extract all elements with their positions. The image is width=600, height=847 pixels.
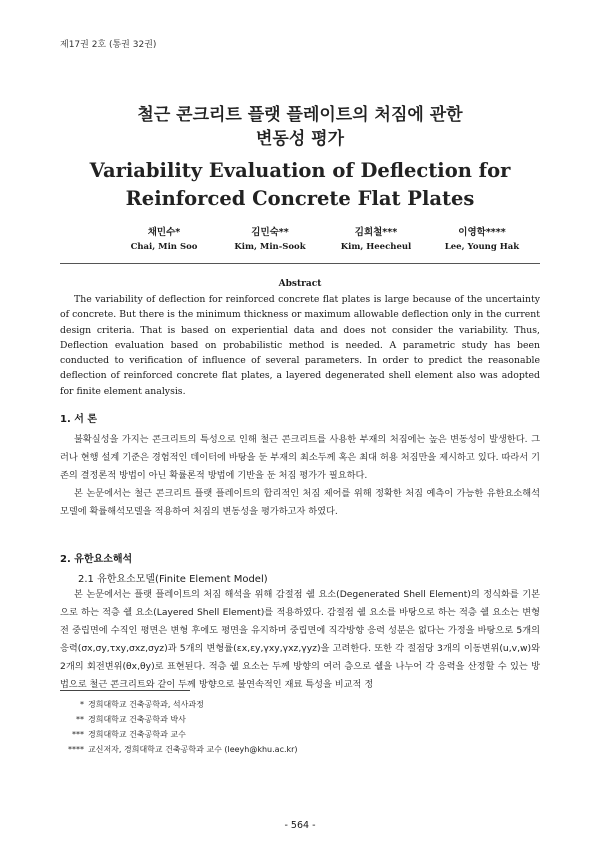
fem-body [60, 586, 540, 694]
footnote-item [60, 742, 298, 757]
author-name-ko: 채민수* [147, 227, 181, 238]
footnote-text: 경희대학교 건축공학과 교수 [88, 730, 186, 739]
author-4 [412, 224, 552, 252]
footnote-item [60, 712, 298, 727]
journal-header: 제17권 2호 (통권 32권) [60, 40, 157, 50]
paragraph: 불확실성을 가지는 콘크리트의 특성으로 인해 철근 콘크리트를 사용한 부재의 처짐에는 높은 변동성이 발생한다. 그러나 현행 설계 기준은 경험적인 데이터에 바탕을 둔 부재의 최소두께 혹은 최대 허용 처짐만을 제시하고 있다. 따라서 기존의 결정론적 방법이 아닌 확률론적 방법에 기반을 둔 처짐 평가가 필요하다. [60, 434, 540, 481]
footnote-item [60, 727, 298, 742]
paragraph: 본 논문에서는 플랫 플레이트의 처짐 해석을 위해 감절점 쉘 요소(Degenerated Shell Element)의 정식화를 기본으로 하는 적층 쉘 요소(Layered Shell Element)를 적용하였다. 감절점 쉘 요소를 바탕으로 하는 적층 쉘 요소는 변형 전 중립면에 수직인 평면은 변형 후에도 평면을 유지하며 중립면에 직각방향 응력 성분은 없다는 가정을 바탕으로 5개의 응력(σx,σy,τxy,σxz,σyz)과 5개의 변형률(εx,εy,γxy,γxz,γyz)을 고려한다. 또한 각 절점당 3개의 이동변위(u,v,w)와 2개의 회전변위(θx,θy)로 표현된다. 적층 쉘 요소는 두께 방향의 여러 층으로 쉘을 나누어 각 응력을 산정할 수 있는 방법으로 철근 콘크리트와 같이 두께 방향으로 불연속적인 재료 특성을 비교적 정 [60, 589, 540, 690]
author-name-ko: 김희철*** [354, 227, 398, 238]
footnote-text: 교신저자, 경희대학교 건축공학과 교수 (leeyh@khu.ac.kr) [88, 745, 298, 754]
title-divider [60, 263, 540, 264]
title-korean-line2: 변동성 평가 [255, 129, 345, 149]
page-number: - 564 - [284, 820, 316, 831]
author-name-ko: 김민숙** [251, 227, 289, 238]
section-heading-fea: 2. 유한요소해석 [60, 554, 133, 565]
paragraph: 본 논문에서는 철근 콘크리트 플랫 플레이트의 합리적인 처짐 제어를 위해 정확한 처짐 예측이 가능한 유한요소해석모델에 확률해석모델을 적용하여 처짐의 변동성을 평가하고자 하였다. [60, 488, 540, 517]
footnote-divider [60, 690, 190, 691]
author-name-en: Lee, Young Hak [444, 242, 520, 252]
footnote-text: 경희대학교 건축공학과, 석사과정 [88, 700, 204, 709]
author-name-en: Chai, Min Soo [130, 242, 198, 252]
abstract-body [60, 292, 540, 399]
author-name-en: Kim, Min-Sook [234, 242, 306, 252]
section-heading-introduction: 1. 서 론 [60, 414, 98, 425]
footnote-text: 경희대학교 건축공학과 박사 [88, 715, 186, 724]
abstract-text: The variability of deflection for reinforced concrete flat plates is large because of the uncertainty of concrete. But there is the minimum thickness or maximum allowable deflection only in the current design criteria. That is based on experiential data and does not consider the variability. Thus, Deflection evaluation based on probabilistic method is needed. A parametric study has been conducted to verification of influence of several parameters. In order to predict the reasonable deflection of reinforced concrete flat plates, a layered degenerated shell element also was adopted for finite element analysis. [60, 294, 540, 397]
footnotes [60, 697, 298, 757]
abstract-heading: Abstract [278, 279, 322, 289]
footnote-mark: *** [72, 730, 84, 739]
footnote-mark: ** [76, 715, 84, 724]
author-name-en: Kim, Heecheul [340, 242, 412, 252]
author-name-ko: 이영학**** [458, 227, 506, 238]
title-korean-line1: 철근 콘크리트 플랫 플레이트의 처짐에 관한 [137, 105, 463, 125]
introduction-body [60, 431, 540, 521]
title-english: Variability Evaluation of Deflection for Reinforced Concrete Flat Plates [89, 159, 511, 210]
footnote-mark: * [80, 700, 84, 709]
footnote-mark: **** [68, 745, 84, 754]
subsection-heading-fem: 2.1 유한요소모델(Finite Element Model) [78, 574, 268, 585]
footnote-item [60, 697, 298, 712]
